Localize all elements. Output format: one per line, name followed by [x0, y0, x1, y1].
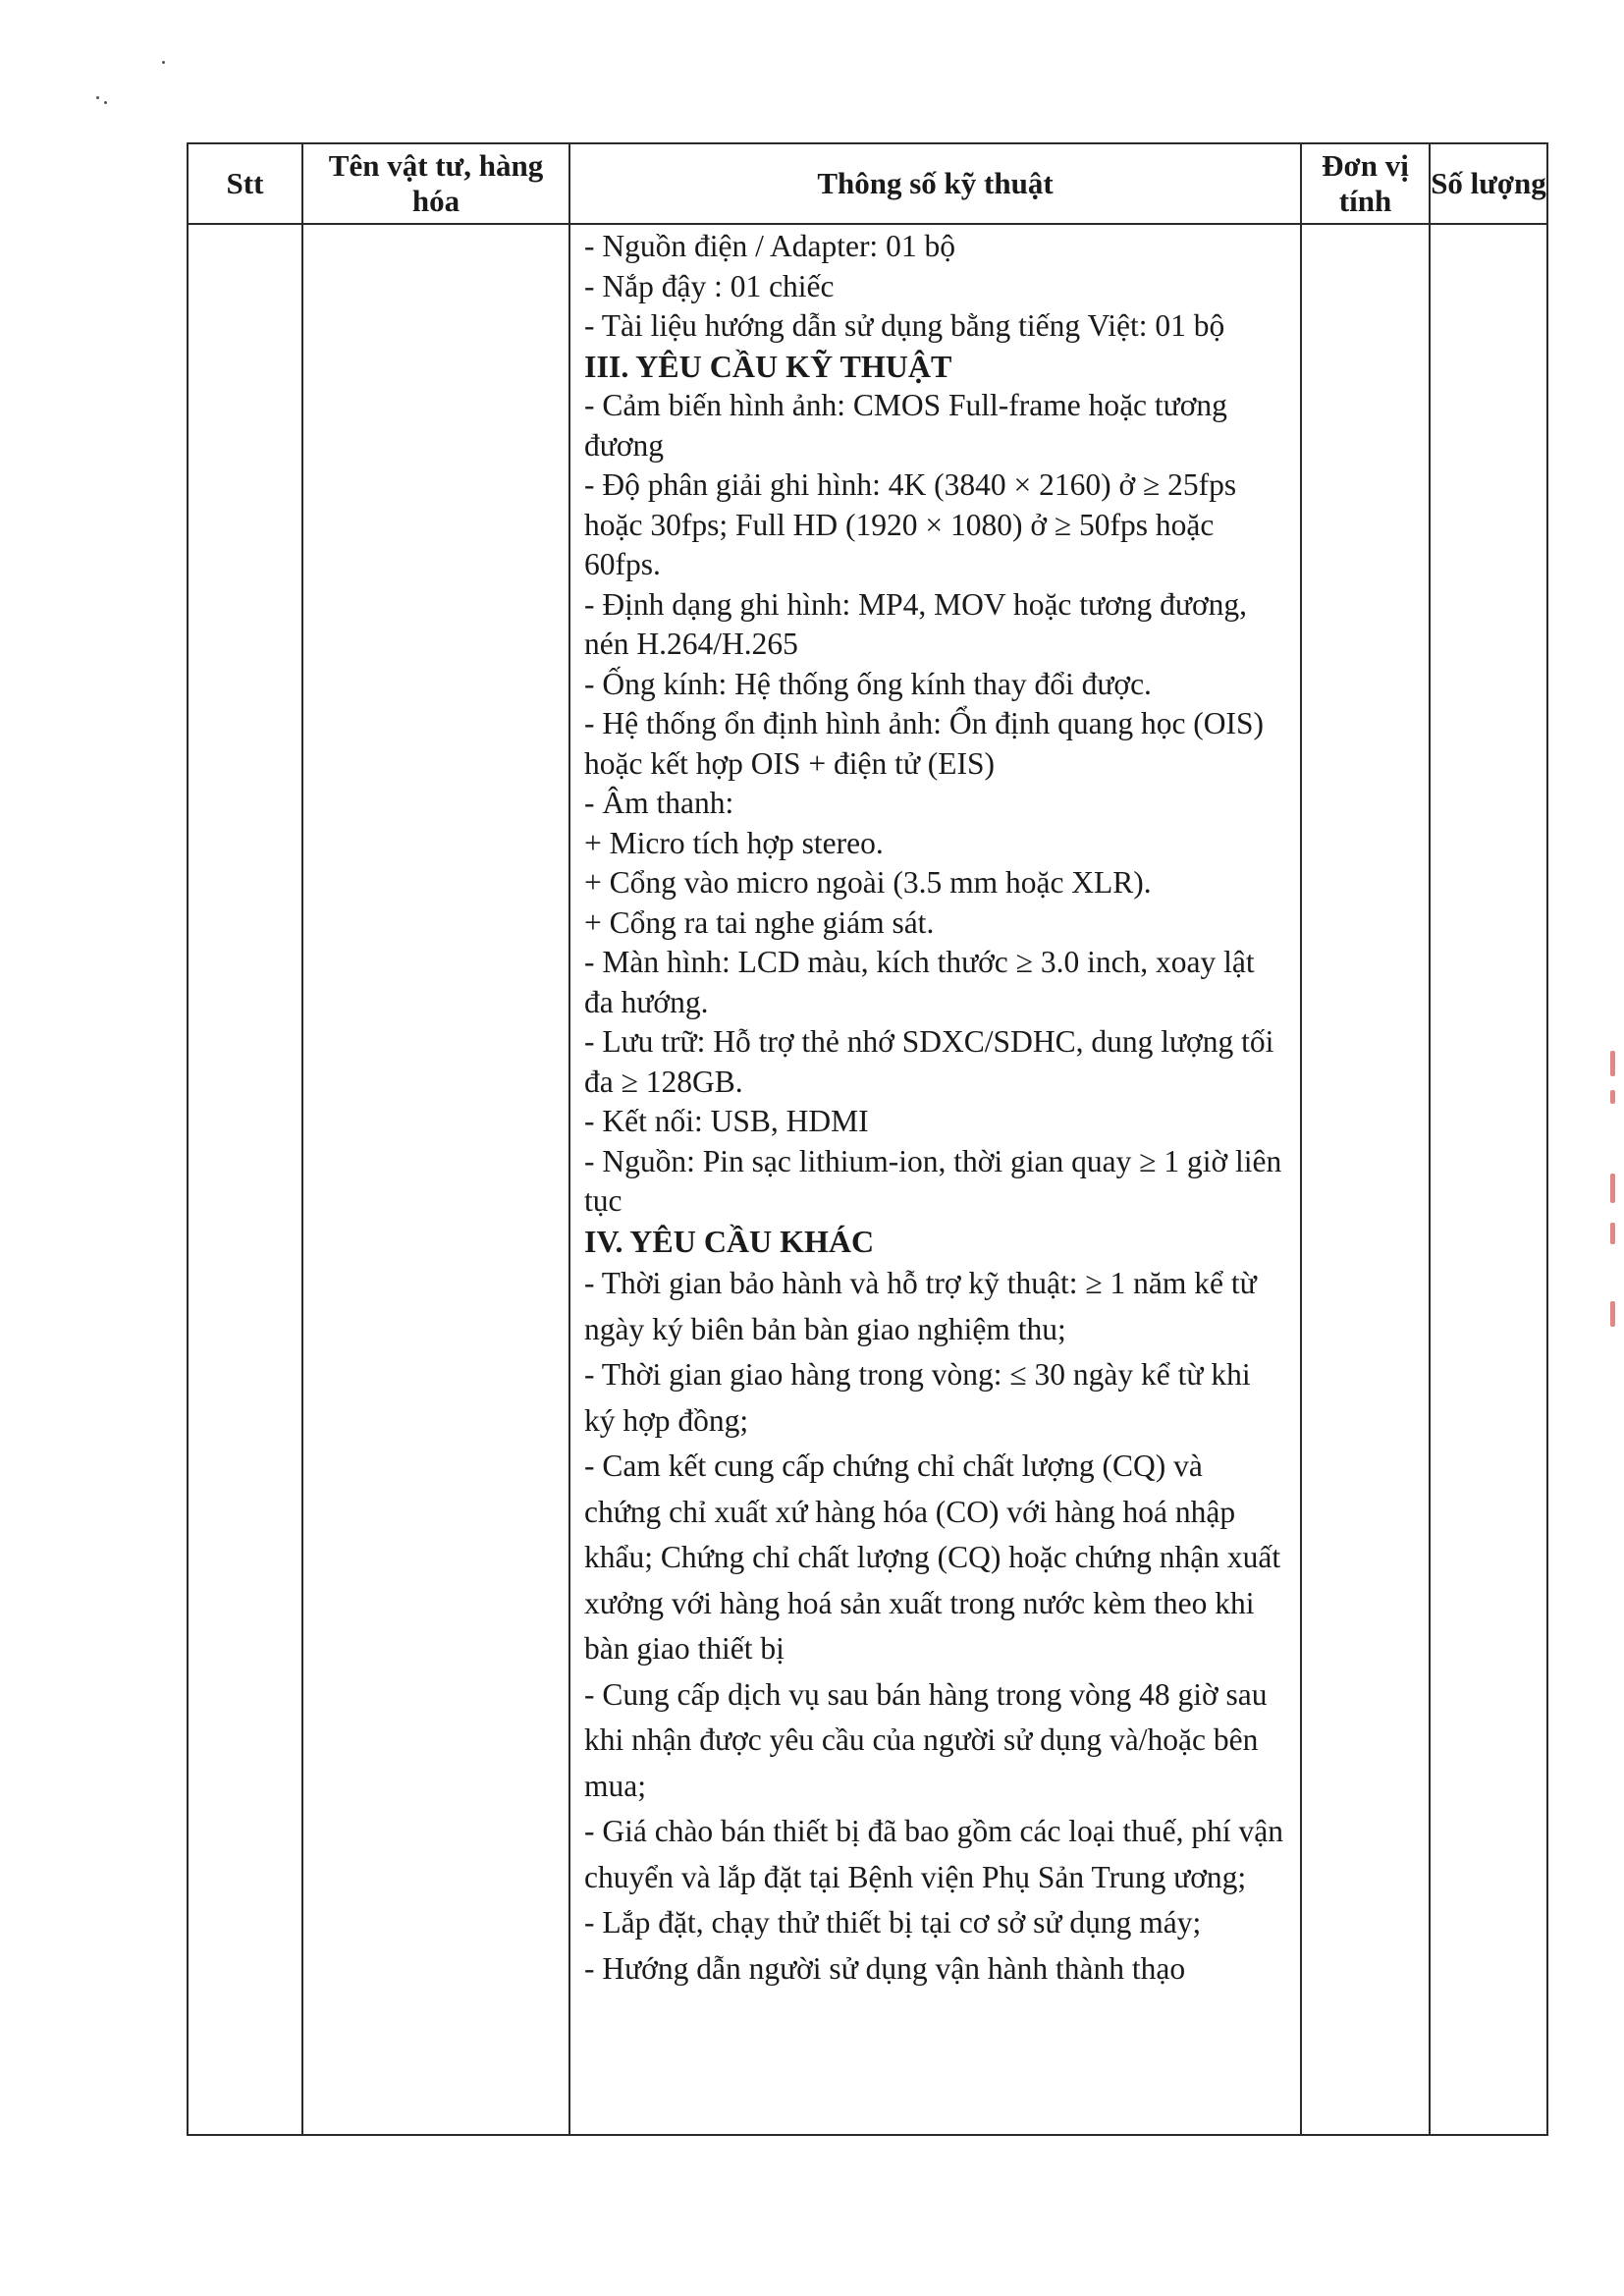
spec-line: + Cổng vào micro ngoài (3.5 mm hoặc XLR). [584, 865, 1152, 900]
table-row [188, 224, 1547, 2135]
cell-specification [569, 224, 1301, 2135]
scan-speck [162, 61, 165, 64]
specification-table [187, 142, 1548, 2136]
spec-line: - Cam kết cung cấp chứng chỉ chất lượng (CQ) và chứng chỉ xuất xứ hàng hóa (CO) với hàng hoá nhập khẩu; Chứng chỉ chất lượng (CQ) hoặc chứng nhận xuất xưởng với hàng hoá sản xuất trong nước kèm theo khi bàn giao thiết bị [584, 1449, 1281, 1666]
cell-stt [188, 224, 302, 2135]
margin-mark [1610, 1174, 1615, 1203]
spec-line: - Giá chào bán thiết bị đã bao gồm các loại thuế, phí vận chuyển và lắp đặt tại Bệnh viện Phụ Sản Trung ương; [584, 1814, 1284, 1894]
spec-line: - Nguồn điện / Adapter: 01 bộ [584, 229, 955, 263]
spec-line: - Cảm biến hình ảnh: CMOS Full-frame hoặc tương đương [584, 388, 1227, 463]
spec-line: - Lắp đặt, chạy thử thiết bị tại cơ sở sử dụng máy; [584, 1905, 1202, 1940]
spec-line: - Kết nối: USB, HDMI [584, 1104, 869, 1138]
cell-unit [1301, 224, 1430, 2135]
spec-line: - Thời gian bảo hành và hỗ trợ kỹ thuật: ≥ 1 năm kể từ ngày ký biên bản bàn giao nghiệm thu; [584, 1266, 1257, 1346]
spec-line: - Hệ thống ổn định hình ảnh: Ổn định quang học (OIS) hoặc kết hợp OIS + điện tử (EIS) [584, 706, 1265, 781]
spec-line: - Màn hình: LCD màu, kích thước ≥ 3.0 inch, xoay lật đa hướng. [584, 945, 1255, 1019]
margin-mark [1610, 1051, 1615, 1076]
section-heading: III. YÊU CẦU KỸ THUẬT [584, 348, 952, 384]
spec-line: + Micro tích hợp stereo. [584, 825, 884, 860]
cell-quantity [1430, 224, 1547, 2135]
specification-list [584, 227, 1284, 1992]
margin-mark [1610, 1223, 1615, 1244]
cell-item-name [302, 224, 569, 2135]
spec-line: - Độ phân giải ghi hình: 4K (3840 × 2160) ở ≥ 25fps hoặc 30fps; Full HD (1920 × 1080) ở ≥ 50fps hoặc 60fps. [584, 467, 1237, 581]
spec-line: - Lưu trữ: Hỗ trợ thẻ nhớ SDXC/SDHC, dung lượng tối đa ≥ 128GB. [584, 1024, 1274, 1099]
header-item-name: Tên vật tư, hàng hóa [302, 143, 569, 224]
margin-mark [1610, 1301, 1615, 1327]
header-stt: Stt [188, 143, 302, 224]
spec-line: - Hướng dẫn người sử dụng vận hành thành thạo [584, 1950, 1186, 1986]
spec-line: + Cổng ra tai nghe giám sát. [584, 904, 935, 940]
spec-line: - Thời gian giao hàng trong vòng: ≤ 30 ngày kể từ khi ký hợp đồng; [584, 1357, 1251, 1438]
header-unit: Đơn vị tính [1301, 143, 1430, 224]
margin-mark [1610, 1090, 1615, 1104]
spec-line: - Nguồn: Pin sạc lithium-ion, thời gian quay ≥ 1 giờ liên tục [584, 1143, 1282, 1218]
spec-line: - Cung cấp dịch vụ sau bán hàng trong vòng 48 giờ sau khi nhận được yêu cầu của người sử dụng và/hoặc bên mua; [584, 1676, 1268, 1803]
table-header-row [188, 143, 1547, 224]
spec-line: - Ống kính: Hệ thống ống kính thay đổi được. [584, 666, 1152, 701]
header-quantity: Số lượng [1430, 143, 1547, 224]
scan-speck [96, 96, 99, 99]
spec-line: - Nắp đậy : 01 chiếc [584, 268, 835, 303]
spec-line: - Tài liệu hướng dẫn sử dụng bằng tiếng Việt: 01 bộ [584, 308, 1225, 343]
spec-line: - Định dạng ghi hình: MP4, MOV hoặc tương đương, nén H.264/H.265 [584, 586, 1247, 661]
header-specification: Thông số kỹ thuật [569, 143, 1301, 224]
scan-speck [104, 101, 107, 104]
spec-line: - Âm thanh: [584, 786, 734, 820]
section-heading: IV. YÊU CẦU KHÁC [584, 1223, 875, 1259]
